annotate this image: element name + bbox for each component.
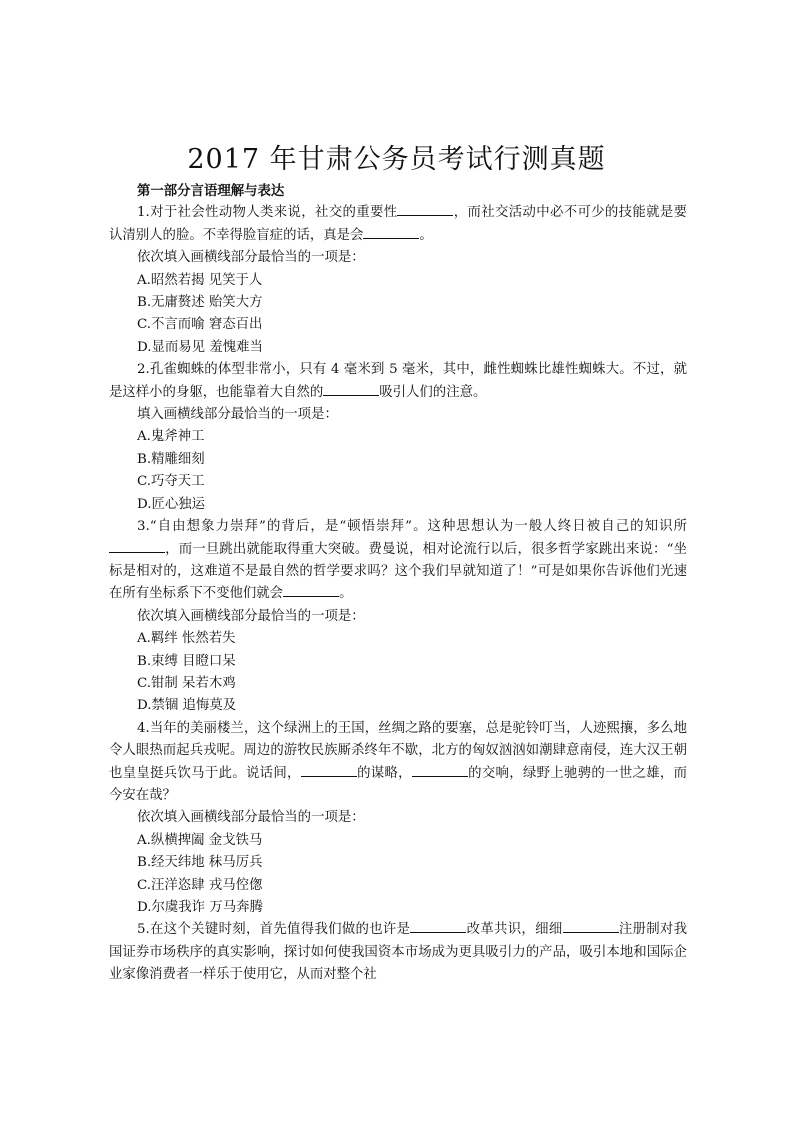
question-2-option-a: A.鬼斧神工 xyxy=(137,429,205,445)
fill-blank xyxy=(363,226,419,239)
question-4-option-a: A.纵横捭阖 金戈铁马 xyxy=(137,832,263,848)
question-1-prompt: 依次填入画横线部分最恰当的一项是： xyxy=(137,250,365,266)
fill-blank xyxy=(410,920,466,933)
page-title: 2017 年甘肃公务员考试行测真题 xyxy=(187,144,606,175)
fill-blank xyxy=(397,203,453,216)
question-1-stem: 1.对于社会性动物人类来说，社交的重要性 ，而社交活动中必不可少的技能就是要认清别人的脸。不幸得脸盲症的话，真是会 。 xyxy=(109,205,688,243)
question-1-option-d: D.显而易见 羞愧难当 xyxy=(137,339,263,355)
fill-blank xyxy=(109,540,165,553)
question-2-option-b: B.精雕细刻 xyxy=(137,451,205,467)
question-4-option-b: B.经天纬地 秣马厉兵 xyxy=(137,855,263,871)
fill-blank xyxy=(412,764,468,777)
question-5-stem: 5.在这个关键时刻，首先值得我们做的也许是 改革共识，细细 注册制对我国证券市场秩序的真实影响，探讨如何使我国资本市场成为更具吸引力的产品，吸引本地和国际企业家像消费者一样乐于使用它，从而对整个社 xyxy=(109,922,688,983)
question-3-stem: 3.“自由想象力崇拜”的背后，是“顿悟崇拜”。这种思想认为一般人终日被自己的知识所，而一旦跳出就能取得重大突破。费曼说，相对论流行以后，很多哲学家跳出来说：“坐标是相对的，这难道不是最自然的哲学要求吗？这个我们早就知道了！”可是如果你告诉他们光速在所有坐标系下不变他们就会 。 xyxy=(109,519,687,602)
question-3-option-a: A.羁绊 怅然若失 xyxy=(137,631,236,647)
question-2-option-c: C.巧夺天工 xyxy=(137,474,205,490)
question-2-prompt: 填入画横线部分最恰当的一项是： xyxy=(137,407,338,423)
fill-blank xyxy=(323,383,379,396)
question-2-option-d: D.匠心独运 xyxy=(137,496,206,512)
question-3-option-d: D.禁锢 追悔莫及 xyxy=(137,698,237,714)
question-1-option-a: A.昭然若揭 见笑于人 xyxy=(137,272,263,288)
document-body xyxy=(109,180,687,987)
fill-blank xyxy=(283,584,339,597)
fill-blank xyxy=(563,920,619,933)
question-3-option-b: B.束缚 目瞪口呆 xyxy=(137,653,236,669)
question-1-option-b: B.无庸赘述 贻笑大方 xyxy=(137,295,263,311)
question-2-stem: 2.孔雀蜘蛛的体型非常小，只有 4 毫米到 5 毫米，其中，雌性蜘蛛比雄性蜘蛛大。不过，就是这样小的身躯，也能靠着大自然的 吸引人们的注意。 xyxy=(109,362,687,400)
question-4-prompt: 依次填入画横线部分最恰当的一项是： xyxy=(137,810,365,826)
question-4-stem: 4.当年的美丽楼兰，这个绿洲上的王国，丝绸之路的要塞，总是驼铃叮当，人迹熙攘，多么地令人眼热而起兵戎呢。周边的游牧民族厮杀终年不歇，北方的匈奴汹汹如潮肆意南侵，连大汉王朝也皇皇挺兵饮马于此。说话间， 的谋略， 的交响，绿野上驰骋的一世之雄，而今安在哉？ xyxy=(109,720,688,803)
question-3-option-c: C.钳制 呆若木鸡 xyxy=(137,675,236,691)
section-heading: 第一部分言语理解与表达 xyxy=(137,183,285,199)
question-4-option-c: C.汪洋恣肆 戎马倥偬 xyxy=(137,877,263,893)
fill-blank xyxy=(301,764,357,777)
question-3-prompt: 依次填入画横线部分最恰当的一项是： xyxy=(137,608,365,624)
question-4-option-d: D.尔虞我诈 万马奔腾 xyxy=(137,900,263,915)
question-1-option-c: C.不言而喻 窘态百出 xyxy=(137,317,263,333)
